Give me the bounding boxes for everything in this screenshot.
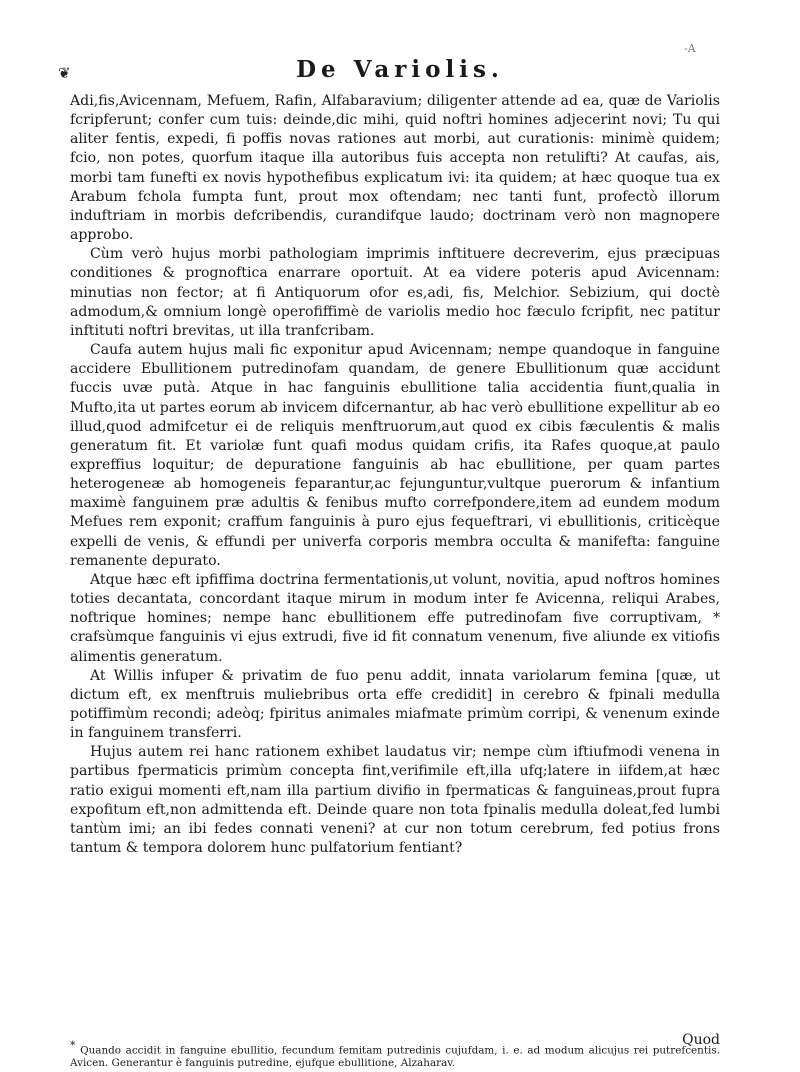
catchword: Quod bbox=[682, 1032, 720, 1048]
leaf-ornament-icon: ❦ bbox=[58, 64, 71, 82]
paragraph: At Willis infuper & privatim de fuo penu addit, innata variolarum femina [quæ, ut dictum eft, ex menftruis muliebribus orta effe credidit] in cerebro & fpinali medulla potiffimùm recondi; adeòq; fpiritus animales miafmate primùm corripi, & venenum exinde in fanguinem transferri. bbox=[70, 667, 720, 742]
paragraph: Adi,fis,Avicennam, Mefuem, Rafin, Alfabaravium; diligenter attende ad ea, quæ de Variolis fcripferunt; confer cum tuis: deinde,dic mihi, quid noftri homines adjecerint novi; Tu qui aliter fentis, expedi, fi poffis novas rationes aut morbi, aut curationis: minimè quidem; fcio, non potes, quorfum itaque illa autoribus fuis accepta non retulifti? At caufas, ais, morbi tam funefti ex novis hypothefibus explicatum ivi: ita quidem; at hæc quoque tua ex Arabum fchola fumpta funt, prout mox oftendam; nec tanti funt, profectò illorum induftriam in morbis defcribendis, curandifque laudo; doctrinam verò non magnopere approbo. bbox=[70, 93, 720, 244]
paragraph: Cùm verò hujus morbi pathologiam imprimis inftituere decreverim, ejus præcipuas conditiones & prognoftica enarrare oportuit. At ea videre poteris apud Avicennam: minutias non fector; at fi Antiquorum ofor es,adi, fis, Melchior. Sebizium, qui doctè admodum,& omnium longè operofiffimè de variolis medio hoc fæculo fcripfit, nec patitur inftituti noftri brevitas, ut illa tranfcribam. bbox=[70, 246, 720, 339]
paragraph: Hujus autem rei hanc rationem exhibet laudatus vir; nempe cùm iftiufmodi venena in partibus fpermaticis primùm concepta fint,verifimile eft,illa ufq;latere in iifdem,at hæc ratio exigui momenti eft,nam illa partium divifio in fpermaticas & fanguineas,prout fupra expofitum eft,non admittenda eft. Deinde quare non tota fpinalis medulla doleat,fed lumbi tantùm imi; an ibi fedes connati veneni? at cur non totum cerebrum, fed potius frons tantum & tempora dolorem hunc pulfatorium fentiant? bbox=[70, 744, 720, 857]
footnote bbox=[70, 1040, 720, 1069]
paragraph: Caufa autem hujus mali fic exponitur apud Avicennam; nempe quandoque in fanguine accidere Ebullitionem putredinofam quandam, de genere Ebullitionum quæ accidunt fuccis uvæ putà. Atque in hac fanguinis ebullitione talia accidentia fiunt,qualia in Mufto,ita ut partes eorum ab invicem difcernantur, ab hac verò ebullitione expellitur ab eo illud,quod admifcetur ei de reliquis menftruorum,aut quod ex cibis fæculentis & malis generatum fit. Et variolæ funt quafi modus quidam crifis, ita Rafes quoque,at paulo expreffius loquitur; de depuratione fanguinis ab hac ebullitione, per quam partes heterogeneæ ab homogeneis feparantur,ac fejunguntur,vultque puerorum & infantium maximè fanguinem præ adultis & fenibus mufto correfpondere,item ad eundem modum Mefues rem exponit; craffum fanguinis à puro ejus fequeftrari, vi ebullitionis, criticèque expelli de venis, & effundi per univerfa corporis membra occulta & manifefta: fanguine remanente depurato. bbox=[70, 342, 720, 569]
footnote-text: Quando accidit in fanguine ebullitio, fecundum femitam putredinis cujufdam, i. e. ad modum alicujus rei putrefcentis. Avicen. Generantur è fanguinis putredine, ejufque ebullitione, Alzaharav. bbox=[70, 1044, 720, 1069]
footnote-marker: * bbox=[70, 1039, 76, 1052]
running-head: De Variolis. bbox=[296, 56, 504, 83]
paragraph: Atque hæc eft ipfiffima doctrina fermentationis,ut volunt, novitia, apud noftros homines toties decantata, concordant itaque mirum in modum inter fe Avicenna, reliqui Arabes, noftrique homines; nempe hanc ebullitionem effe putredinofam five corruptivam, * crafsùmque fanguinis vi ejus extrudi, five id fit connatum venenum, five aliunde ex vitiofis alimentis generatum. bbox=[70, 571, 720, 665]
corner-mark: -A bbox=[684, 42, 696, 55]
body-text bbox=[70, 92, 720, 858]
